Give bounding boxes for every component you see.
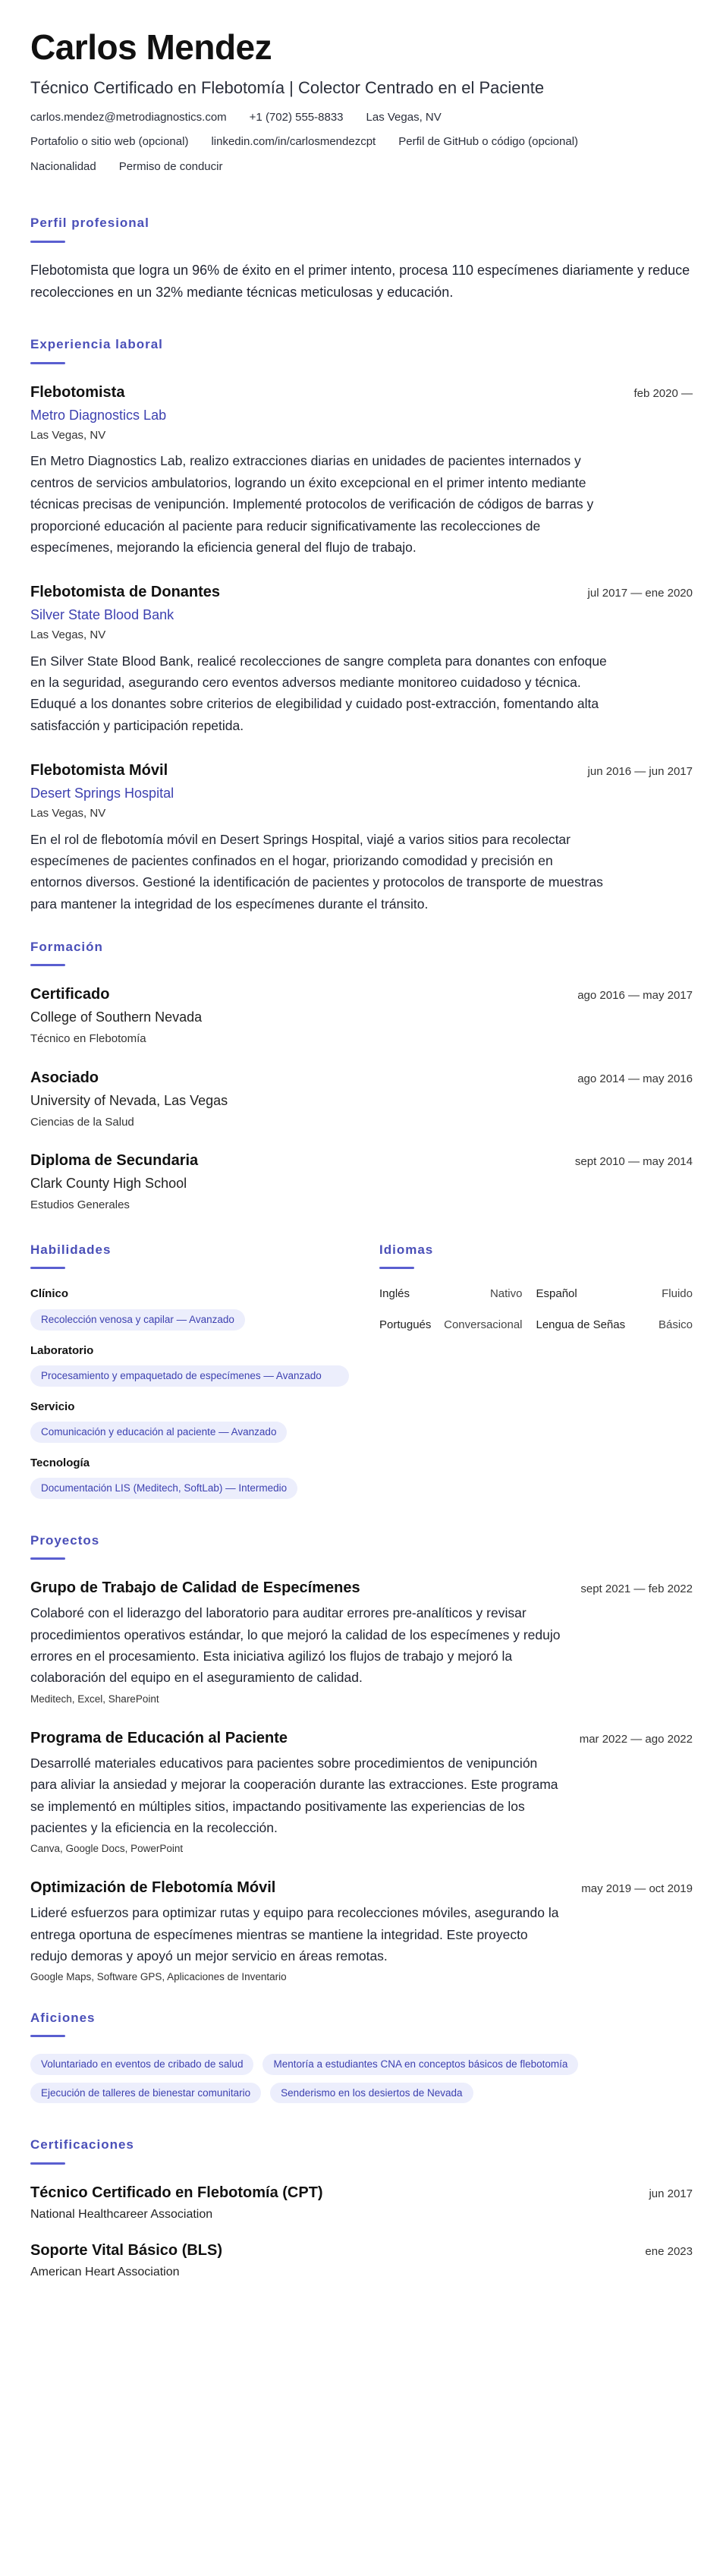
language-level: Nativo: [489, 1287, 523, 1301]
job-dates: jul 2017 — ene 2020: [587, 587, 693, 600]
certification-issuer: National Healthcareer Association: [30, 2207, 213, 2221]
degree-name: Certificado: [30, 986, 110, 1003]
employer-name: Metro Diagnostics Lab: [30, 407, 167, 423]
job-title: Flebotomista: [30, 383, 125, 401]
contact-license: Permiso de conducir: [118, 159, 223, 173]
job-location: Las Vegas, NV: [30, 428, 106, 442]
employer-name: Desert Springs Hospital: [30, 786, 174, 801]
project-tools: Meditech, Excel, SharePoint: [30, 1693, 159, 1705]
skills-languages-row: [30, 1240, 693, 1499]
contact-portfolio[interactable]: Portafolio o sitio web (opcional): [30, 135, 189, 149]
hobby-pill: Voluntariado en eventos de cribado de salud: [30, 2054, 253, 2075]
language-item: [379, 1317, 536, 1334]
job-title: Flebotomista Móvil: [30, 762, 168, 779]
section-divider: [30, 2162, 65, 2165]
education-section: [30, 937, 693, 1214]
section-title: Idiomas: [379, 1242, 434, 1257]
skills-section: [30, 1240, 349, 1499]
resume-header: [30, 27, 693, 181]
school-name: Clark County High School: [30, 1176, 187, 1192]
job-dates: feb 2020 —: [633, 386, 693, 400]
field-of-study: Técnico en Flebotomía: [30, 1032, 146, 1046]
education-entry: [30, 1066, 693, 1132]
project-tools: Google Maps, Software GPS, Aplicaciones de Inventario: [30, 1971, 287, 1983]
language-name: Inglés: [379, 1287, 410, 1301]
skill-pill: Recolección venosa y capilar — Avanzado: [30, 1309, 245, 1331]
section-divider: [30, 241, 65, 243]
experience-entry: [30, 381, 693, 558]
contact-location: Las Vegas, NV: [366, 110, 442, 124]
section-divider: [30, 2035, 65, 2037]
candidate-headline: Técnico Certificado en Flebotomía | Colector Centrado en el Paciente: [30, 77, 545, 97]
contact-info: [30, 109, 693, 133]
job-location: Las Vegas, NV: [30, 628, 106, 642]
experience-entry: [30, 759, 693, 915]
project-description: Desarrollé materiales educativos para pacientes sobre procedimientos de venipunción para aliviar la ansiedad y mejorar la cooperación durante las extracciones. Este programa se implementó en múltiples sitios, impactando positivamente las experiencias de los pacientes y la eficiencia en la recolección.: [30, 1755, 558, 1835]
education-dates: ago 2014 — may 2016: [577, 1072, 693, 1085]
employer-name: Silver State Blood Bank: [30, 607, 174, 623]
school-name: University of Nevada, Las Vegas: [30, 1092, 228, 1108]
education-entry: [30, 983, 693, 1048]
contact-github[interactable]: Perfil de GitHub o código (opcional): [398, 135, 579, 149]
skill-category: Servicio: [30, 1400, 75, 1413]
degree-name: Asociado: [30, 1069, 99, 1086]
education-entry: [30, 1149, 693, 1214]
skill-pill: Procesamiento y empaquetado de especímenes — Avanzado: [30, 1365, 349, 1387]
hobby-pill: Senderismo en los desiertos de Nevada: [270, 2083, 473, 2104]
language-row: [379, 1317, 693, 1334]
contact-linkedin[interactable]: linkedin.com/in/carlosmendezcpt: [211, 135, 376, 149]
experience-entry: [30, 581, 693, 736]
experience-section: [30, 335, 693, 914]
section-divider: [30, 1557, 65, 1560]
language-item: [536, 1317, 693, 1334]
project-name: Programa de Educación al Paciente: [30, 1729, 288, 1746]
certification-name: Soporte Vital Básico (BLS): [30, 2241, 223, 2259]
job-title: Flebotomista de Donantes: [30, 584, 221, 601]
project-dates: sept 2021 — feb 2022: [580, 1582, 693, 1596]
language-name: Español: [536, 1287, 577, 1301]
contact-phone[interactable]: +1 (702) 555-8833: [249, 110, 344, 124]
hobby-pill: Mentoría a estudiantes CNA en conceptos básicos de flebotomía: [262, 2054, 578, 2075]
languages-section: [379, 1240, 693, 1499]
project-name: Optimización de Flebotomía Móvil: [30, 1879, 276, 1897]
job-location: Las Vegas, NV: [30, 807, 106, 820]
degree-name: Diploma de Secundaria: [30, 1152, 199, 1170]
section-title: Proyectos: [30, 1532, 100, 1548]
certification-date: jun 2017: [649, 2187, 693, 2200]
project-description: Colaboré con el liderazgo del laboratorio para auditar errores pre-analíticos y revisar procedimientos operativos estándar, lo que mejoró la calidad de los especímenes y redujo errores en el procesamiento. Esta iniciativa agilizó los flujos de trabajo y mejoró la colaboración del equipo en el aseguramiento de calidad.: [30, 1605, 561, 1686]
section-divider: [30, 362, 65, 364]
language-row: [379, 1286, 693, 1303]
job-dates: jun 2016 — jun 2017: [587, 765, 693, 779]
project-name: Grupo de Trabajo de Calidad de Especímenes: [30, 1579, 360, 1597]
section-title: Certificaciones: [30, 2137, 134, 2152]
certifications-section: [30, 2135, 693, 2282]
language-level: Fluido: [662, 1287, 693, 1301]
education-dates: ago 2016 — may 2017: [577, 989, 693, 1003]
candidate-name: Carlos Mendez: [30, 27, 272, 67]
job-description: En Silver State Blood Bank, realicé recolecciones de sangre completa para donantes con enfoque en la seguridad, asegurando cero eventos adversos mediante monitoreo cuidadoso y técnica. Eduqué a los donantes sobre criterios de elegibilidad y cuidado post-extracción, fomentando alta satisfacción y participación repetida.: [30, 653, 607, 733]
section-divider: [30, 1267, 65, 1269]
skill-pill: Comunicación y educación al paciente — Avanzado: [30, 1422, 287, 1443]
education-dates: sept 2010 — may 2014: [574, 1155, 693, 1169]
project-description: Lideré esfuerzos para optimizar rutas y equipo para recolecciones móviles, asegurando la entrega oportuna de especímenes mientras se mantiene la integridad. Este proyecto redujo demoras y apoyó un mejor servicio en áreas remotas.: [30, 1905, 559, 1964]
project-entry: [30, 1727, 693, 1857]
language-name: Lengua de Señas: [536, 1318, 626, 1331]
project-dates: may 2019 — oct 2019: [581, 1882, 693, 1896]
section-title: Experiencia laboral: [30, 337, 163, 352]
job-description: En el rol de flebotomía móvil en Desert Springs Hospital, viajé a varios sitios para recolectar especímenes de pacientes confinados en el hogar, priorizando comodidad y precisión en entornos diversos. Gestioné la identificación de pacientes y protocolos de transporte de muestras para mantener la integridad de los especímenes durante el tránsito.: [30, 831, 603, 912]
contact-email[interactable]: carlos.mendez@metrodiagnostics.com: [30, 110, 227, 124]
summary-section: [30, 213, 693, 303]
project-entry: [30, 1876, 693, 1985]
language-item: [536, 1286, 693, 1303]
language-item: [379, 1286, 536, 1303]
contact-extra: [30, 159, 693, 182]
summary-text: Flebotomista que logra un 96% de éxito en el primer intento, procesa 110 especímenes diariamente y reduce recolecciones en un 32% mediante técnicas meticulosas y educación.: [30, 262, 690, 300]
projects-section: [30, 1531, 693, 1986]
section-title: Formación: [30, 939, 103, 954]
hobby-list: [30, 2054, 693, 2103]
skill-category: Laboratorio: [30, 1343, 94, 1357]
hobby-pill: Ejecución de talleres de bienestar comunitario: [30, 2083, 261, 2104]
project-tools: Canva, Google Docs, PowerPoint: [30, 1843, 184, 1855]
job-description: En Metro Diagnostics Lab, realizo extracciones diarias en unidades de pacientes internados y centros de servicios ambulatorios, logrando un éxito excepcional en el primer intento mediante técnicas precisas de venipunción. Implementé protocolos de verificación de códigos de barras y proporcioné educación al paciente para reducir significativamente las recolecciones de especímenes, mejorando la eficiencia general del flujo de trabajo.: [30, 453, 594, 555]
language-name: Portugués: [379, 1318, 432, 1331]
certification-issuer: American Heart Association: [30, 2265, 180, 2278]
certification-name: Técnico Certificado en Flebotomía (CPT): [30, 2184, 323, 2201]
project-dates: mar 2022 — ago 2022: [579, 1732, 693, 1746]
contact-nationality: Nacionalidad: [30, 159, 96, 173]
field-of-study: Ciencias de la Salud: [30, 1115, 134, 1129]
section-title: Perfil profesional: [30, 216, 149, 231]
section-title: Habilidades: [30, 1242, 112, 1257]
section-divider: [30, 964, 65, 966]
certification-date: ene 2023: [645, 2244, 693, 2258]
school-name: College of Southern Nevada: [30, 1009, 203, 1025]
certification-entry: [30, 2181, 693, 2224]
project-entry: [30, 1576, 693, 1707]
certification-entry: [30, 2239, 693, 2282]
language-level: Básico: [658, 1318, 693, 1331]
field-of-study: Estudios Generales: [30, 1198, 130, 1212]
skill-pill: Documentación LIS (Meditech, SoftLab) — Intermedio: [30, 1478, 297, 1499]
hobbies-section: [30, 2008, 693, 2104]
section-title: Aficiones: [30, 2010, 96, 2025]
language-level: Conversacional: [444, 1318, 523, 1331]
skill-category: Clínico: [30, 1287, 69, 1301]
skill-category: Tecnología: [30, 1456, 90, 1469]
contact-links: [30, 134, 693, 157]
section-divider: [379, 1267, 414, 1269]
